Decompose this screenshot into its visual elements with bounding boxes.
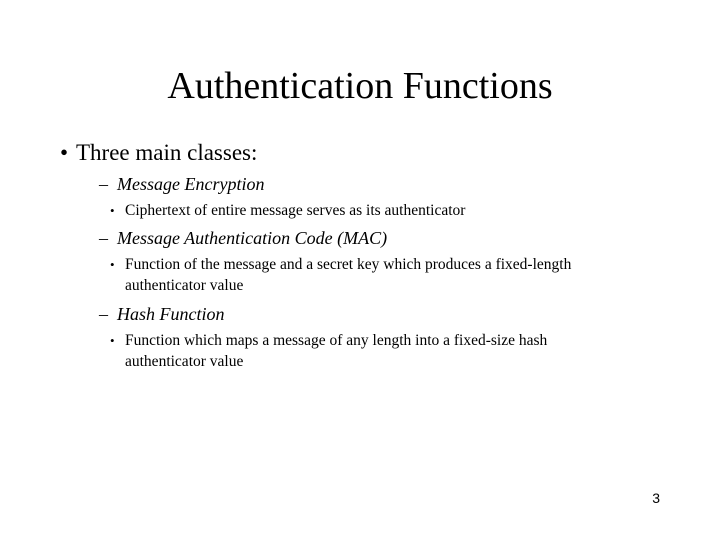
dash-icon: – [99,304,108,324]
bullet-icon: • [110,203,115,218]
class-description: Function which maps a message of any length into a fixed-size hash authenticator value [125,332,548,370]
class-description-message-encryption [110,200,670,221]
main-bullet-text: Three main classes: [76,140,258,165]
class-description: Ciphertext of entire message serves as its authenticator [125,202,466,219]
class-heading-message-encryption [99,172,264,196]
class-heading-mac [99,226,387,250]
class-name: Message Encryption [117,174,265,194]
class-description: Function of the message and a secret key which produces a fixed-length authenticator value [125,256,572,294]
slide-title: Authentication Functions [167,65,553,107]
main-bullet [60,138,257,168]
class-description-mac [110,254,655,296]
class-heading-hash-function [99,302,225,326]
class-description-hash-function [110,330,630,372]
dash-icon: – [99,174,108,194]
bullet-icon: • [60,140,69,165]
class-name: Hash Function [117,304,225,324]
dash-icon: – [99,228,108,248]
bullet-icon: • [110,257,115,272]
class-name: Message Authentication Code (MAC) [117,228,388,248]
page-number: 3 [652,490,660,506]
bullet-icon: • [110,333,115,348]
